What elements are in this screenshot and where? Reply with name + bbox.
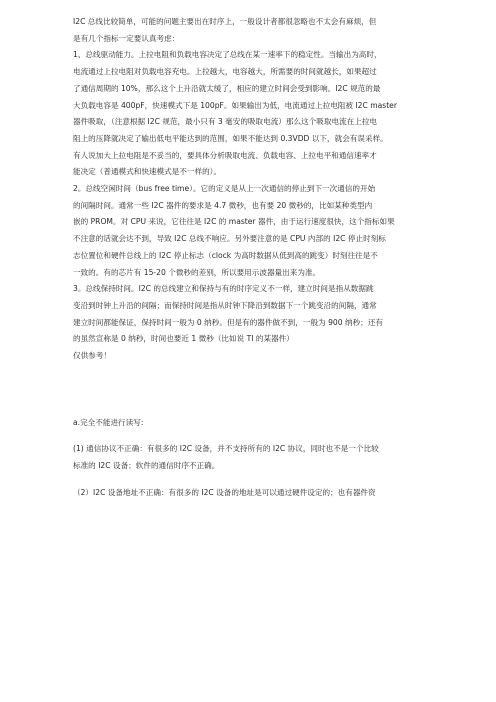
section-a-title: a.完全不能进行读写: [73, 417, 144, 427]
document-page [73, 14, 423, 502]
closing-paragraph [73, 348, 423, 365]
item-1-paragraph [73, 441, 423, 474]
intro-line: I2C 总线比较简单，可能的问题主要出在时序上，一般设计者都很忽略也不太会有麻烦，但 [73, 17, 377, 26]
point-2-line: 2。总线空闲时间（bus free time）。它的定义是从上一次通信的停止到下一次通信的开始 [73, 184, 376, 194]
point-3-line: 3。总线保持时间。I2C 的总线建立和保持与有的时序定义不一样，建立时间是指从数据跳 [73, 284, 374, 294]
point-2-line: 嵌的 PROM。对 CPU 来说，它往往是 I2C 的 master 器件，由于运行速度很快，这个指标如果 [73, 217, 395, 227]
point-1-line: 大负载电容是 400pF，快速模式下是 100pF。如果输出为低，电流通过上拉电阻被 I2C master [73, 100, 397, 110]
point-1-line: 1、总线驱动能力。上拉电阻和负载电容决定了总线在某一速率下的稳定性。当输出为高时， [73, 50, 382, 60]
blank-gap [73, 431, 423, 441]
point-2-line: 的间隔时间。通常一些 I2C 器件的要求是 4.7 微秒，也有要 20 微秒的，比如某种类型内 [73, 200, 373, 210]
point-2-paragraph [73, 181, 423, 281]
intro-line: 是有几个指标一定要认真考虑： [73, 33, 180, 43]
point-1-line: 了通信周期的 10%，那么这个上升沿就太缓了，相应的建立时间会受到影响。I2C 规范的最 [73, 83, 381, 93]
point-1-line: 阻上的压降就决定了输出低电平能达到的范围，如果不能达到 0.3VDD 以下，就会有误采样。 [73, 133, 388, 143]
intro-paragraph [73, 14, 423, 47]
item-1-line: (1) 通信协议不正确：有很多的 I2C 设备，并不支持所有的 I2C 协议，同时也不是一个比较 [73, 444, 379, 454]
point-2-line: 不注意的话就会达不到，导致 I2C 总线不响应。另外要注意的是 CPU 内部的 I2C 停止时刻标 [73, 234, 386, 244]
point-1-line: 电流通过上拉电阻对负载电容充电。上拉越大，电容越大，所需要的时间就越长，如果超过 [73, 67, 377, 77]
point-1-line: 能决定（普通模式和快速模式是不一样的）。 [73, 167, 222, 177]
point-2-line: 一致的。有的芯片有 15-20 个微秒的差别，所以要用示波器量出来为准。 [73, 267, 321, 277]
point-2-line: 志位置位和硬件总线上的 I2C 停止标志（clock 为高时数据从低到高的跳变）时刻往往是不 [73, 250, 378, 260]
item-2-line: （2）I2C 设备地址不正确：有很多的 I2C 设备的地址是可以通过硬件设定的；也有器件资 [73, 487, 376, 497]
point-1-paragraph [73, 47, 423, 181]
point-1-line: 有人说加大上拉电阻是不妥当的，要具体分析吸取电流、负载电容、上拉电平和通信速率才 [73, 150, 377, 160]
item-1-line: 标准的 I2C 设备；软件的通信时序不正确。 [73, 461, 220, 471]
blank-gap [73, 365, 423, 415]
point-3-line: 变沿到时钟上升沿的间隔；而保持时间是指从时钟下降沿到数据下一个跳变沿的间隔，通常 [73, 300, 377, 310]
item-2-paragraph [73, 485, 423, 502]
point-3-line: 建立时间都能保证，保持时间一般为 0 纳秒。但是有的器件做不到，一般为 900 纳秒；还有 [73, 317, 383, 327]
blank-gap [73, 475, 423, 485]
point-3-line: 的虽然宣称是 0 纳秒，时间也要近 1 微秒（比如说 TI 的某器件） [73, 334, 294, 344]
closing-line: 仅供参考！ [73, 351, 111, 361]
point-1-line: 器件吸取，（注意根据 I2C 规范，最小只有 3 毫安的吸取电流）那么这个吸取电流在上拉电 [73, 117, 378, 127]
point-3-paragraph [73, 281, 423, 348]
section-a-heading [73, 415, 423, 432]
